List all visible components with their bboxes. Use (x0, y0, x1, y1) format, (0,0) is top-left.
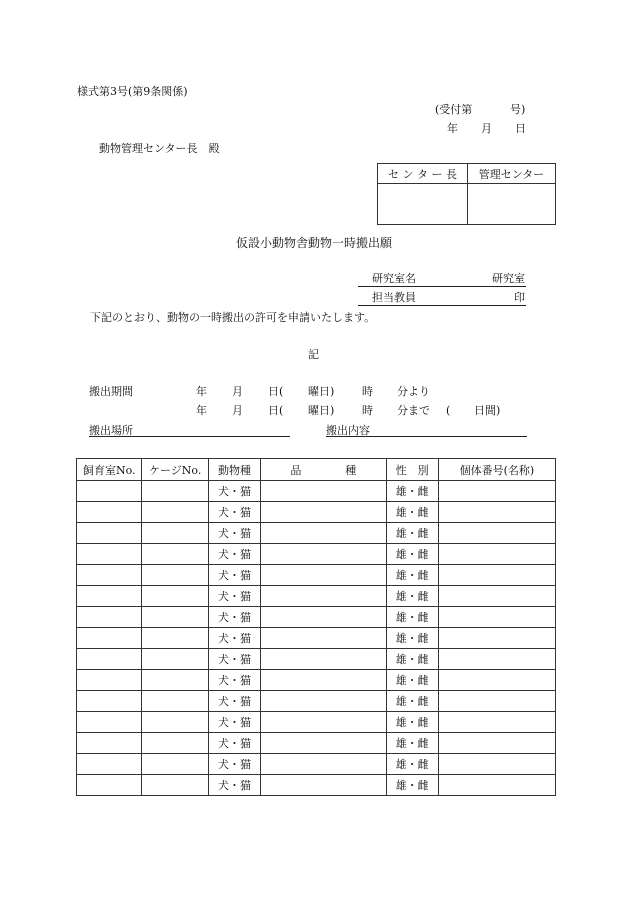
cell-species[interactable]: 犬・猫 (208, 775, 260, 796)
period-from-day: 日( (268, 385, 284, 398)
cell-breed[interactable] (261, 691, 386, 712)
table-row (77, 586, 556, 607)
cell-cage-no[interactable] (142, 544, 208, 565)
cell-species[interactable]: 犬・猫 (208, 502, 260, 523)
cell-breed[interactable] (261, 733, 386, 754)
cell-cage-no[interactable] (142, 754, 208, 775)
cell-room-no[interactable] (77, 670, 142, 691)
cell-species[interactable]: 犬・猫 (208, 565, 260, 586)
date-day: 日 (515, 122, 526, 135)
table-row (77, 628, 556, 649)
seal-mark: 印 (514, 291, 525, 304)
cell-sex[interactable]: 雄・雌 (386, 502, 438, 523)
cell-breed[interactable] (261, 649, 386, 670)
cell-breed[interactable] (261, 607, 386, 628)
cell-sex[interactable]: 雄・雌 (386, 733, 438, 754)
cell-room-no[interactable] (77, 565, 142, 586)
header-cage-no: ケージNo. (142, 459, 208, 481)
cell-room-no[interactable] (77, 607, 142, 628)
cell-sex[interactable]: 雄・雌 (386, 649, 438, 670)
cell-sex[interactable]: 雄・雌 (386, 628, 438, 649)
cell-cage-no[interactable] (142, 586, 208, 607)
period-from-year: 年 (196, 385, 207, 398)
cell-room-no[interactable] (77, 733, 142, 754)
cell-cage-no[interactable] (142, 565, 208, 586)
teacher-label: 担当教員 (372, 291, 416, 304)
animals-table (76, 458, 556, 796)
cell-room-no[interactable] (77, 691, 142, 712)
period-to-hour: 時 (362, 404, 373, 417)
lab-suffix: 研究室 (492, 272, 525, 285)
place-label: 搬出場所 (89, 424, 133, 437)
period-to-month: 月 (232, 404, 243, 417)
cell-breed[interactable] (261, 481, 386, 502)
cell-individual-id[interactable] (438, 544, 555, 565)
table-row (77, 544, 556, 565)
cell-room-no[interactable] (77, 712, 142, 733)
cell-species[interactable]: 犬・猫 (208, 523, 260, 544)
lab-name-label: 研究室名 (372, 272, 416, 285)
period-from-weekday: 曜日) (308, 385, 335, 398)
cell-species[interactable]: 犬・猫 (208, 670, 260, 691)
approval-col-center-head: セ ン タ ー 長 (378, 164, 468, 184)
table-row (77, 502, 556, 523)
cell-room-no[interactable] (77, 544, 142, 565)
cell-breed[interactable] (261, 775, 386, 796)
lab-name-field[interactable] (358, 286, 526, 287)
cell-sex[interactable]: 雄・雌 (386, 775, 438, 796)
cell-room-no[interactable] (77, 754, 142, 775)
cell-breed[interactable] (261, 565, 386, 586)
cell-cage-no[interactable] (142, 775, 208, 796)
period-from-hour: 時 (362, 385, 373, 398)
cell-cage-no[interactable] (142, 733, 208, 754)
cell-species[interactable]: 犬・猫 (208, 628, 260, 649)
table-row (77, 649, 556, 670)
cell-individual-id[interactable] (438, 670, 555, 691)
header-individual-id: 個体番号(名称) (438, 459, 555, 481)
cell-species[interactable]: 犬・猫 (208, 691, 260, 712)
header-species: 動物種 (208, 459, 260, 481)
table-row (77, 733, 556, 754)
cell-individual-id[interactable] (438, 733, 555, 754)
cell-individual-id[interactable] (438, 649, 555, 670)
place-field[interactable] (89, 436, 290, 437)
cell-sex[interactable]: 雄・雌 (386, 691, 438, 712)
content-label: 搬出内容 (326, 424, 370, 437)
cell-species[interactable]: 犬・猫 (208, 607, 260, 628)
cell-sex[interactable]: 雄・雌 (386, 670, 438, 691)
cell-sex[interactable]: 雄・雌 (386, 712, 438, 733)
cell-individual-id[interactable] (438, 481, 555, 502)
table-row (77, 754, 556, 775)
header-sex: 性 別 (386, 459, 438, 481)
cell-breed[interactable] (261, 586, 386, 607)
cell-individual-id[interactable] (438, 607, 555, 628)
table-header-row (77, 459, 556, 481)
teacher-field[interactable] (358, 305, 526, 306)
table-row (77, 775, 556, 796)
cell-sex[interactable]: 雄・雌 (386, 565, 438, 586)
cell-cage-no[interactable] (142, 670, 208, 691)
table-row (77, 565, 556, 586)
cell-species[interactable]: 犬・猫 (208, 544, 260, 565)
cell-room-no[interactable] (77, 481, 142, 502)
cell-individual-id[interactable] (438, 586, 555, 607)
cell-species[interactable]: 犬・猫 (208, 754, 260, 775)
addressee: 動物管理センター長 殿 (99, 142, 220, 155)
cell-individual-id[interactable] (438, 523, 555, 544)
cell-cage-no[interactable] (142, 481, 208, 502)
period-to-day: 日( (268, 404, 284, 417)
period-to-year: 年 (196, 404, 207, 417)
cell-room-no[interactable] (77, 649, 142, 670)
cell-room-no[interactable] (77, 586, 142, 607)
cell-species[interactable]: 犬・猫 (208, 481, 260, 502)
date-month: 月 (481, 122, 492, 135)
approval-stamp-box (377, 163, 556, 225)
cell-individual-id[interactable] (438, 628, 555, 649)
cell-sex[interactable]: 雄・雌 (386, 481, 438, 502)
cell-cage-no[interactable] (142, 628, 208, 649)
cell-individual-id[interactable] (438, 712, 555, 733)
cell-cage-no[interactable] (142, 502, 208, 523)
cell-individual-id[interactable] (438, 565, 555, 586)
cell-breed[interactable] (261, 628, 386, 649)
cell-cage-no[interactable] (142, 691, 208, 712)
cell-individual-id[interactable] (438, 691, 555, 712)
form-number: 様式第3号(第9条関係) (77, 85, 188, 98)
header-room-no: 飼育室No. (77, 459, 142, 481)
cell-sex[interactable]: 雄・雌 (386, 544, 438, 565)
date-year: 年 (447, 122, 458, 135)
period-from-minute: 分より (397, 385, 430, 398)
receipt-prefix: (受付第 (435, 103, 473, 116)
receipt-suffix: 号) (510, 103, 526, 116)
cell-individual-id[interactable] (438, 775, 555, 796)
cell-breed[interactable] (261, 523, 386, 544)
cell-room-no[interactable] (77, 523, 142, 544)
cell-species[interactable]: 犬・猫 (208, 712, 260, 733)
cell-breed[interactable] (261, 502, 386, 523)
cell-cage-no[interactable] (142, 649, 208, 670)
cell-room-no[interactable] (77, 502, 142, 523)
cell-individual-id[interactable] (438, 502, 555, 523)
cell-species[interactable]: 犬・猫 (208, 586, 260, 607)
cell-room-no[interactable] (77, 775, 142, 796)
period-days-close: 日間) (474, 404, 501, 417)
cell-species[interactable]: 犬・猫 (208, 733, 260, 754)
approval-stamp-cell-1[interactable] (378, 184, 468, 225)
table-row (77, 670, 556, 691)
cell-sex[interactable]: 雄・雌 (386, 586, 438, 607)
table-row (77, 523, 556, 544)
content-field[interactable] (326, 436, 527, 437)
cell-individual-id[interactable] (438, 754, 555, 775)
table-row (77, 607, 556, 628)
cell-sex[interactable]: 雄・雌 (386, 754, 438, 775)
cell-room-no[interactable] (77, 628, 142, 649)
cell-cage-no[interactable] (142, 523, 208, 544)
period-days-open: ( (446, 404, 451, 417)
table-row (77, 712, 556, 733)
cell-breed[interactable] (261, 754, 386, 775)
intro-text: 下記のとおり、動物の一時搬出の許可を申請いたします。 (90, 311, 376, 324)
cell-sex[interactable]: 雄・雌 (386, 607, 438, 628)
cell-cage-no[interactable] (142, 607, 208, 628)
approval-col-management: 管理センター (468, 164, 556, 184)
cell-breed[interactable] (261, 712, 386, 733)
period-from-month: 月 (232, 385, 243, 398)
cell-breed[interactable] (261, 544, 386, 565)
table-row (77, 481, 556, 502)
period-to-minute: 分まで (397, 404, 430, 417)
approval-stamp-cell-2[interactable] (468, 184, 556, 225)
form-title: 仮設小動物舎動物一時搬出願 (236, 236, 393, 250)
cell-sex[interactable]: 雄・雌 (386, 523, 438, 544)
period-to-weekday: 曜日) (308, 404, 335, 417)
table-row (77, 691, 556, 712)
cell-cage-no[interactable] (142, 712, 208, 733)
cell-breed[interactable] (261, 670, 386, 691)
cell-species[interactable]: 犬・猫 (208, 649, 260, 670)
header-breed: 品 種 (261, 459, 386, 481)
ki-heading: 記 (308, 348, 319, 361)
period-label: 搬出期間 (89, 385, 133, 398)
